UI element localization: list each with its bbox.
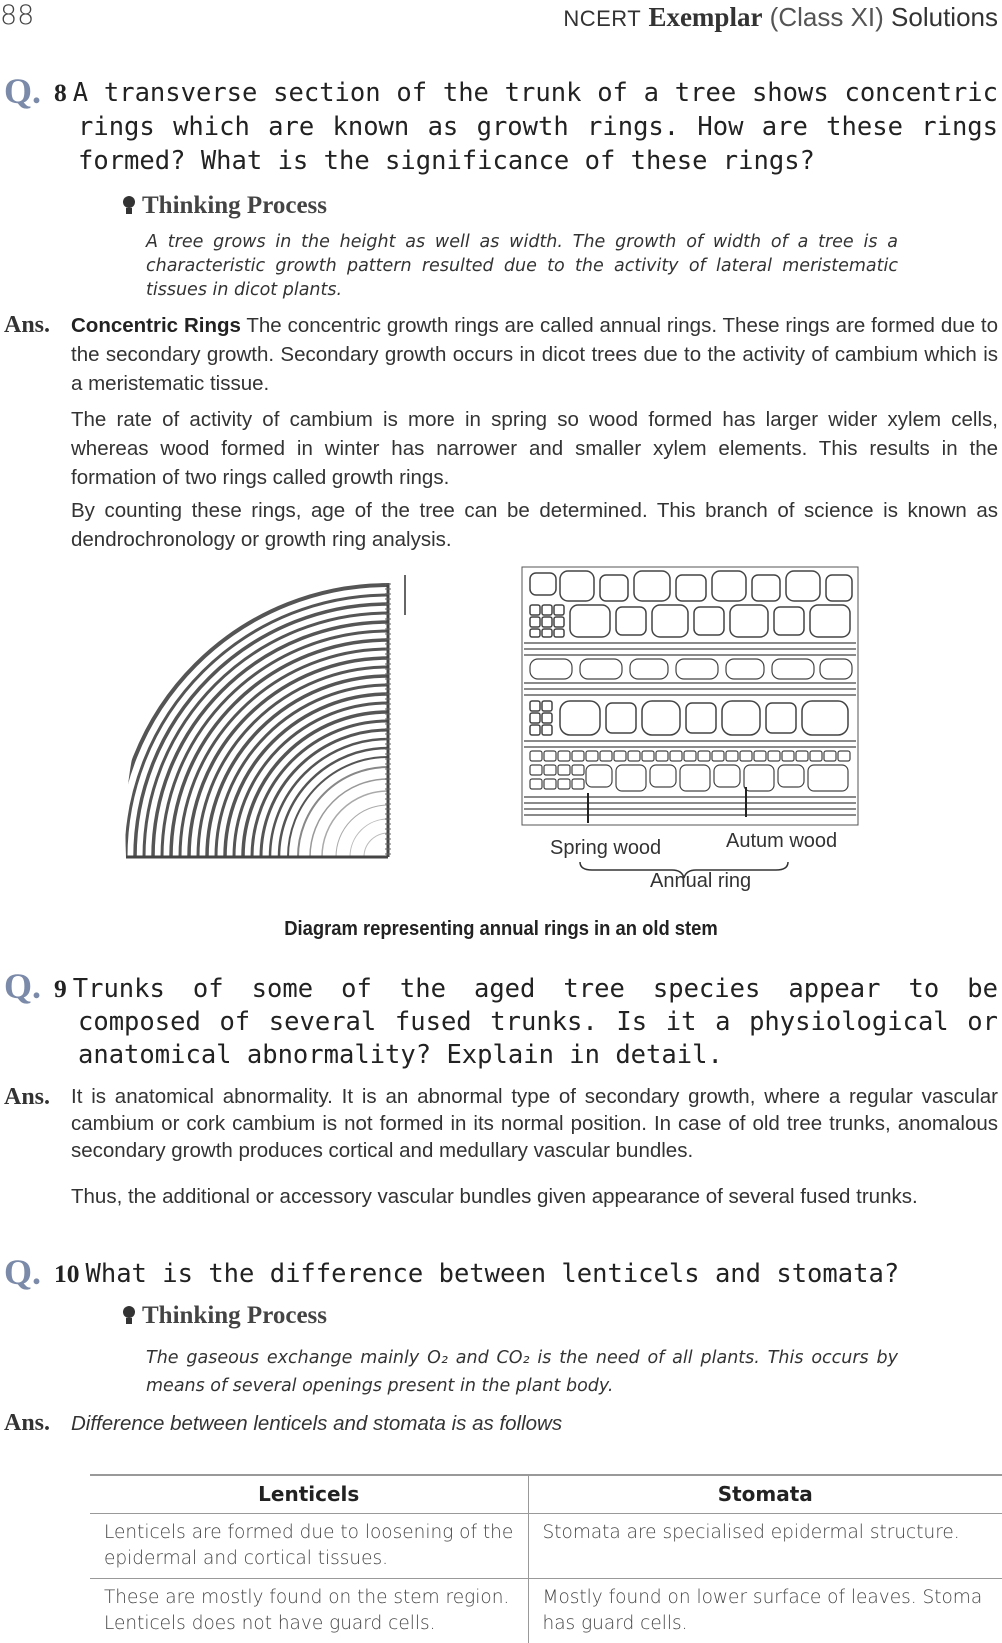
wood-cross-section-illustration bbox=[520, 565, 860, 830]
question-body-q9: Trunks of some of the aged tree species appear to be composed of several fused trunks. Is it a physiological or anatomical abnormality? Explain in detail. bbox=[72, 974, 998, 1070]
table-cell: Lenticels are formed due to loosening of the epidermal and cortical tissues. bbox=[90, 1513, 528, 1578]
table-cell: Mostly found on lower surface of leaves. Stoma has guard cells. bbox=[528, 1578, 1002, 1643]
tree-rings-illustration bbox=[120, 575, 410, 865]
thinking-process-heading-q8 bbox=[122, 192, 327, 220]
answer-bold-heading-q8: Concentric Rings bbox=[71, 314, 241, 337]
label-spring-wood: Spring wood bbox=[550, 837, 662, 859]
figure-caption: Diagram representing annual rings in an old stem bbox=[284, 918, 718, 940]
question-number-q10: 10 bbox=[54, 1259, 80, 1288]
answer-label-q10: Ans. bbox=[4, 1410, 51, 1436]
question-text-q8 bbox=[54, 76, 998, 178]
answer-label-q9: Ans. bbox=[4, 1084, 51, 1110]
table-row bbox=[90, 1578, 1002, 1643]
answer-paragraph-q8-2: The rate of activity of cambium is more in spring so wood formed has larger wider xylem cells, whereas wood formed in winter has narrower and smaller xylem elements. This results in the formation of two rings called growth rings. bbox=[71, 408, 998, 489]
running-head-class: (Class XI) bbox=[769, 2, 884, 32]
page-number: 88 bbox=[0, 0, 35, 31]
thinking-process-title-q10: Thinking Process bbox=[142, 1302, 327, 1329]
question-mark-q8: Q. bbox=[4, 71, 42, 111]
running-head-ncert: NCERT bbox=[563, 6, 642, 31]
answer-intro-q10: Difference between lenticels and stomata is as follows bbox=[71, 1412, 563, 1435]
table-header-stomata: Stomata bbox=[528, 1475, 1002, 1513]
thinking-process-text-q10: The gaseous exchange mainly O₂ and CO₂ is the need of all plants. This occurs by means of several openings present in the plant body. bbox=[146, 1348, 898, 1396]
label-annual-ring: Annual ring bbox=[650, 870, 752, 892]
answer-paragraph-q9-1: It is anatomical abnormality. It is an abnormal type of secondary growth, where a regular vascular cambium or cork cambium is not formed in its normal position. In case of old tree trunks, anomalous secondary growth produces cortical and medullary vascular bundles. bbox=[71, 1085, 998, 1162]
thinking-process-text-q8: A tree grows in the height as well as width. The growth of width of a tree is a characteristic growth pattern resulted due to the activity of lateral meristematic tissues in dicot plants. bbox=[146, 232, 898, 300]
lightbulb-icon bbox=[122, 1306, 136, 1326]
question-text-q10 bbox=[54, 1257, 998, 1291]
table-cell: These are mostly found on the stem region. Lenticels does not have guard cells. bbox=[90, 1578, 528, 1643]
question-body-q8: A transverse section of the trunk of a tree shows concentric rings which are known as growth rings. How are these rings formed? What is the significance of these rings? bbox=[72, 78, 998, 176]
answer-paragraph-q8-1 bbox=[71, 311, 998, 398]
table-cell: Stomata are specialised epidermal structure. bbox=[528, 1513, 1002, 1578]
question-body-q10: What is the difference between lenticels and stomata? bbox=[85, 1259, 900, 1289]
answer-label-q8: Ans. bbox=[4, 312, 51, 338]
running-head bbox=[563, 2, 998, 33]
answer-paragraph-q9-2: Thus, the additional or accessory vascular bundles given appearance of several fused trunks. bbox=[71, 1185, 918, 1208]
running-head-solutions: Solutions bbox=[891, 2, 998, 32]
answer-paragraph-q8-3: By counting these rings, age of the tree can be determined. This branch of science is known as dendrochronology or growth ring analysis. bbox=[71, 499, 998, 551]
question-mark-q10: Q. bbox=[4, 1252, 42, 1292]
thinking-process-title-q8: Thinking Process bbox=[142, 192, 327, 219]
thinking-process-heading-q10 bbox=[122, 1302, 327, 1330]
table-row bbox=[90, 1513, 1002, 1578]
table-header-lenticels: Lenticels bbox=[90, 1475, 528, 1513]
question-number-q9: 9 bbox=[54, 974, 67, 1003]
question-mark-q9: Q. bbox=[4, 966, 42, 1006]
question-text-q9 bbox=[54, 972, 998, 1072]
label-autumn-wood: Autum wood bbox=[726, 830, 838, 852]
answer-text-q8-1: The concentric growth rings are called annual rings. These rings are formed due to the secondary growth. Secondary growth occurs in dicot trees due to the activity of cambium which is a meristematic tissue. bbox=[71, 314, 998, 395]
comparison-table bbox=[90, 1474, 1002, 1643]
table-header-row bbox=[90, 1475, 1002, 1513]
lightbulb-icon bbox=[122, 196, 136, 216]
question-number-q8: 8 bbox=[54, 78, 67, 107]
running-head-exemplar: Exemplar bbox=[648, 2, 763, 32]
